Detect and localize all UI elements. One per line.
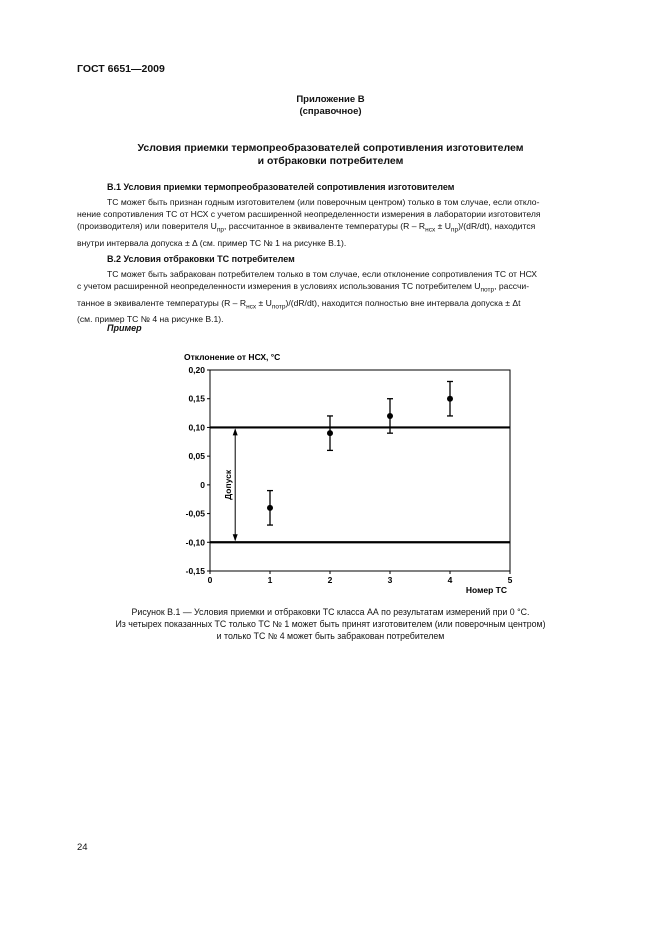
x-tick-label: 0: [207, 575, 213, 585]
y-tick-label: 0,20: [188, 365, 205, 375]
annex-subtitle: (справочное): [299, 106, 362, 117]
tolerance-chart: [170, 348, 530, 598]
x-tick-label: 2: [327, 575, 333, 585]
y-tick-label: 0: [200, 479, 205, 490]
data-point: [447, 396, 453, 402]
main-title-line1: Условия приемки термопреобразователей сопротивления изготовителем: [137, 142, 524, 154]
plot-frame: [210, 370, 510, 571]
s2-line4: (см. пример ТС № 4 на рисунке В.1).: [77, 314, 224, 325]
section1-paragraph: [77, 196, 585, 249]
main-title-line2: и отбраковки потребителем: [257, 155, 404, 167]
figure-caption: [0, 606, 661, 642]
x-tick-label: 4: [447, 575, 453, 585]
s1-line4: внутри интервала допуска ± Δ (см. пример ТС № 1 на рисунке В.1).: [77, 237, 347, 248]
section2-heading: В.2 Условия отбраковки ТС потребителем: [107, 254, 295, 264]
y-axis-label: Отклонение от НСХ, °С: [184, 352, 281, 362]
y-tick-label: -0,05: [185, 508, 205, 519]
section2-paragraph: [77, 268, 585, 325]
section1-heading: В.1 Условия приемки термопреобразователей сопротивления изготовителем: [107, 182, 455, 192]
s1-line1: ТС может быть признан годным изготовителем (или поверочным центром) только в том случае, если откло-: [107, 197, 540, 207]
main-title: [0, 142, 661, 168]
y-tick-label: 0,15: [188, 393, 205, 404]
s2-line1: ТС может быть забракован потребителем только в том случае, если отклонение сопротивления ТС от НСХ: [107, 269, 538, 279]
x-axis-label: Номер ТС: [465, 585, 507, 595]
data-point: [267, 505, 273, 511]
example-label: Пример: [107, 323, 142, 333]
arrow-head-up: [233, 428, 238, 435]
s2-line2: с учетом расширенной неопределенности измерения в условиях использования ТС потребителем $U_{потр}$, рассчи-: [77, 281, 530, 294]
x-tick-label: 1: [267, 575, 273, 585]
arrow-head-down: [233, 534, 238, 541]
caption-line2: Из четырех показанных ТС только ТС № 1 может быть принят изготовителем (или поверочным центром): [115, 619, 546, 629]
annex-title: Приложение В: [296, 94, 365, 105]
data-point: [327, 430, 333, 436]
y-tick-label: 0,10: [188, 422, 205, 433]
x-tick-label: 3: [387, 575, 393, 585]
y-tick-label: 0,05: [188, 451, 205, 462]
page-number: 24: [77, 842, 88, 853]
data-point: [387, 413, 393, 419]
tolerance-label: Допуск: [223, 469, 234, 500]
standard-number: ГОСТ 6651—2009: [77, 63, 165, 75]
s1-line2: нение сопротивления ТС от НСХ с учетом расширенной неопределенности измерения в лаборатории изготовителя: [77, 209, 541, 219]
y-tick-label: -0,10: [185, 537, 205, 548]
s1-line3: (производителя) или поверителя $U_{пр}$, рассчитанное в эквиваленте температуры $(R - R_{нсх} \pm U_{пр})/(dR/dt)$, находится: [77, 221, 536, 234]
caption-line3: и только ТС № 4 может быть забракован потребителем: [216, 631, 445, 641]
y-tick-label: -0,15: [185, 566, 205, 576]
x-tick-label: 5: [507, 575, 513, 585]
caption-line1: Рисунок В.1 — Условия приемки и отбраковки ТС класса АА по результатам измерений при 0 °С.: [131, 607, 530, 617]
s2-line3: танное в эквиваленте температуры $(R - R_{нсх} \pm U_{потр})/(dR/dt)$, находится полностью вне интервала допуска ± Δt: [77, 297, 521, 311]
